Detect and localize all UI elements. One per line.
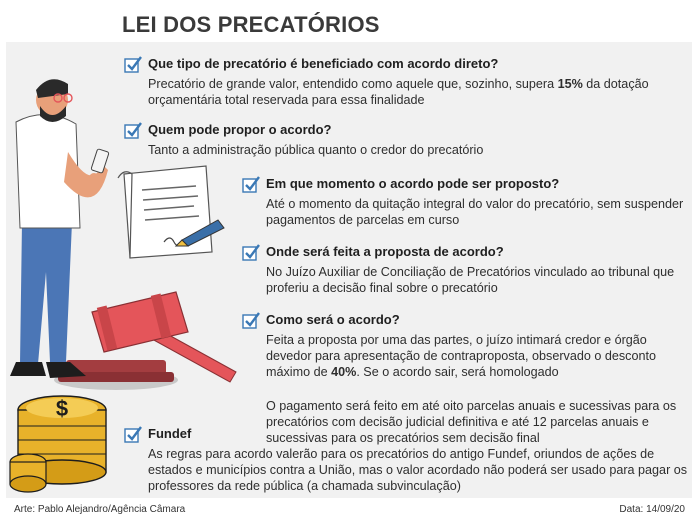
checkbox-icon (242, 176, 260, 194)
person-illustration (10, 79, 109, 378)
page-title: LEI DOS PRECATÓRIOS (122, 12, 380, 37)
question-text: Onde será feita a proposta de acordo? (266, 244, 504, 259)
answer-text-2: O pagamento será feito em até oito parcelas anuais e sucessivas para os precatórios com decisão judicial definitiva e até 12 parcelas anuais e sucessivas para os precatórios sem decisão final (266, 399, 677, 445)
answer-text: Até o momento da quitação integral do valor do precatório, sem suspender pagamentos de parcelas em curso (266, 197, 684, 227)
answer-text: No Juízo Auxiliar de Conciliação de Precatórios vinculado ao tribunal que proferiu a decisão final sobre o precatório (266, 265, 675, 295)
answer-text: Feita a proposta por uma das partes, o juízo intimará credor e órgão devedor para apresentação de contraproposta, observado o desconto máximo de 40%. Se o acordo sair, será homologado (266, 333, 656, 379)
question-text: Em que momento o acordo pode ser proposto? (266, 176, 560, 191)
content-panel (6, 42, 692, 498)
checkbox-icon (242, 312, 260, 330)
answer-text: As regras para acordo valerão para os precatórios do antigo Fundef, oriundos de ações de estados e municípios contra a União, mas o valor acordado não poderá ser usado para pagar os professores da rede pública (a chamada subvinculação) (148, 447, 688, 493)
answer-text: Precatório de grande valor, entendido como aquele que, sozinho, supera 15% da dotação orçamentária total reservada para essa finalidade (148, 77, 649, 107)
credit-text: Arte: Pablo Alejandro/Agência Câmara (14, 504, 186, 515)
checkbox-icon (124, 122, 142, 140)
document-icon (118, 166, 212, 258)
coins-icon (10, 396, 106, 492)
svg-text:$: $ (55, 396, 69, 421)
question-text: Fundef (148, 426, 192, 441)
question-text: Quem pode propor o acordo? (148, 122, 332, 137)
checkbox-icon (242, 244, 260, 262)
answer-text: Tanto a administração pública quanto o credor do precatório (148, 143, 484, 157)
date-text: Data: 14/09/20 (619, 504, 685, 515)
checkbox-icon (124, 426, 142, 444)
question-text: Que tipo de precatório é beneficiado com acordo direto? (148, 56, 499, 71)
question-text: Como será o acordo? (266, 312, 400, 327)
checkbox-icon (124, 56, 142, 74)
